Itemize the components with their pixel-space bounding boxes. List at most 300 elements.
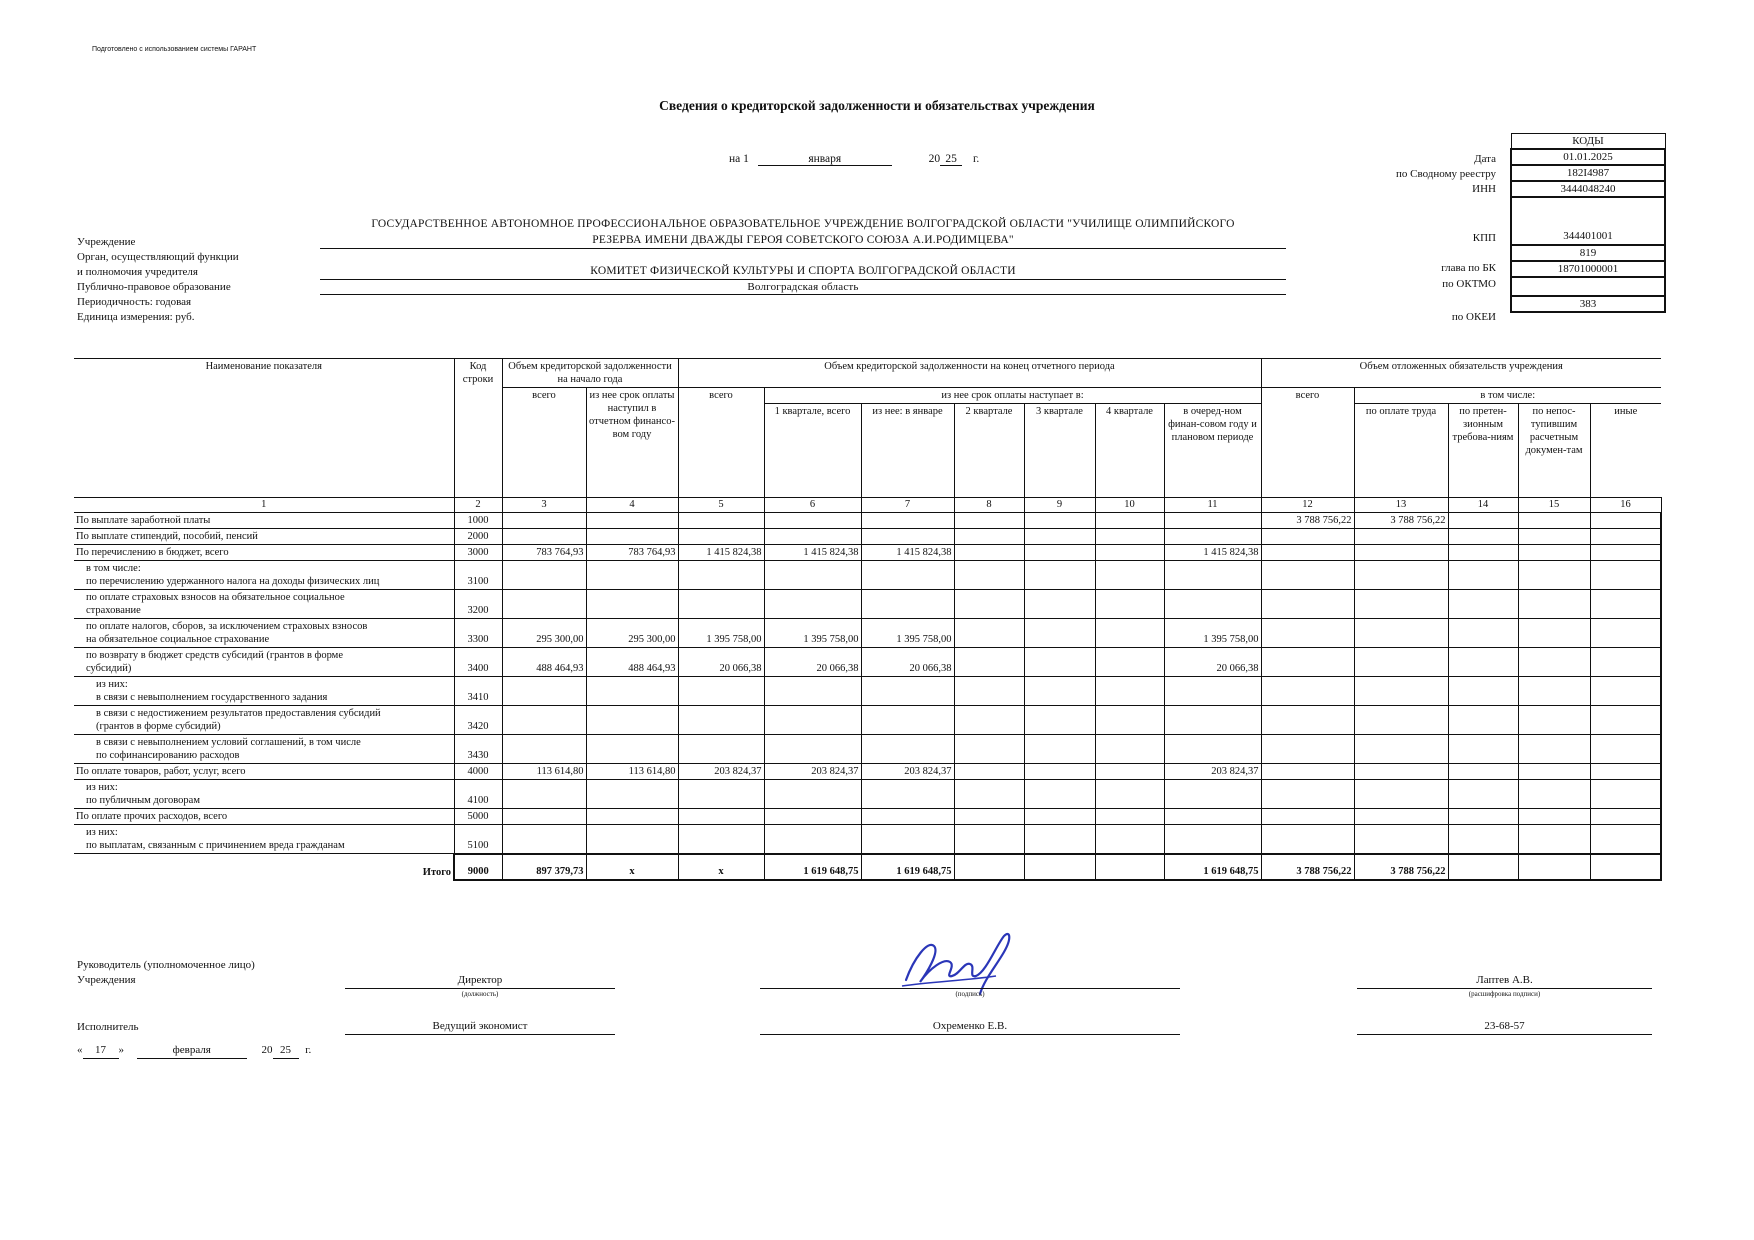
row-value (1448, 561, 1518, 590)
row-value (1448, 545, 1518, 561)
row-value (1518, 619, 1590, 648)
total-value (1024, 854, 1095, 880)
row-code: 3410 (454, 677, 502, 706)
row-value (1095, 619, 1164, 648)
row-value (764, 780, 861, 809)
row-value (1024, 513, 1095, 529)
garant-note: Подготовлено с использованием системы ГАРАНТ (92, 46, 257, 53)
row-value (861, 735, 954, 764)
periodicity: Периодичность: годовая (77, 296, 192, 308)
th-q3: 3 квартале (1024, 404, 1095, 498)
row-value (954, 809, 1024, 825)
row-value (1354, 764, 1448, 780)
row-value (1590, 677, 1661, 706)
row-value (1518, 780, 1590, 809)
row-value (1261, 706, 1354, 735)
row-name: из них: по выплатам, связанным с причинением вреда гражданам (74, 825, 454, 854)
row-value (954, 735, 1024, 764)
row-value (1590, 648, 1661, 677)
head-label-2: Учреждения (77, 974, 136, 986)
th-name: Наименование показателя (74, 359, 454, 498)
row-value (1590, 590, 1661, 619)
date-close-quote: » (118, 1044, 124, 1056)
table-row (74, 780, 1661, 809)
row-code: 4100 (454, 780, 502, 809)
code-label-oktmo: по ОКТМО (1442, 278, 1496, 290)
row-value (502, 706, 586, 735)
row-value (1590, 735, 1661, 764)
th-begin-due: из нее срок оплаты наступил в отчетном финансо-вом году (586, 388, 678, 498)
row-value (861, 590, 954, 619)
row-value (1095, 706, 1164, 735)
total-value: 1 619 648,75 (1164, 854, 1261, 880)
row-value (1095, 825, 1164, 854)
row-value (1164, 677, 1261, 706)
row-value: 1 395 758,00 (861, 619, 954, 648)
row-value (1448, 513, 1518, 529)
row-value (1354, 825, 1448, 854)
row-value: 20 066,38 (1164, 648, 1261, 677)
row-value: 113 614,80 (586, 764, 678, 780)
th-next: в очеред-ном финан-совом году и плановом периоде (1164, 404, 1261, 498)
date-open-quote: « (77, 1044, 83, 1056)
table-row (74, 677, 1661, 706)
row-value: 295 300,00 (586, 619, 678, 648)
row-value (954, 545, 1024, 561)
row-value (1095, 561, 1164, 590)
executor-name: Охременко Е.В. (932, 1020, 1008, 1032)
row-value (1518, 648, 1590, 677)
date-prefix: на 1 (729, 153, 749, 165)
row-value: 295 300,00 (502, 619, 586, 648)
executor-label: Исполнитель (77, 1021, 139, 1033)
row-value (1261, 825, 1354, 854)
row-value: 1 415 824,38 (861, 545, 954, 561)
row-value: 113 614,80 (502, 764, 586, 780)
row-value (1095, 780, 1164, 809)
total-value: 1 619 648,75 (764, 854, 861, 880)
founder-label-2: и полномочия учредителя (77, 266, 198, 278)
row-value (1518, 545, 1590, 561)
row-value (861, 529, 954, 545)
total-value: 3 788 756,22 (1354, 854, 1448, 880)
row-value (1448, 529, 1518, 545)
row-value: 1 415 824,38 (764, 545, 861, 561)
row-value (586, 561, 678, 590)
code-label-kpp: КПП (1472, 232, 1496, 244)
th-def-docs: по непос-тупившим расчетным докумен-там (1518, 404, 1590, 498)
row-value (1095, 545, 1164, 561)
report-date-suffix: г. (973, 153, 980, 165)
row-name: По оплате прочих расходов, всего (74, 809, 454, 825)
row-value (1095, 809, 1164, 825)
column-number: 7 (861, 498, 954, 513)
row-value (586, 529, 678, 545)
column-number: 2 (454, 498, 502, 513)
row-value (954, 677, 1024, 706)
document-title: Сведения о кредиторской задолженности и обязательствах учреждения (659, 98, 1095, 113)
row-value (1590, 780, 1661, 809)
row-value (1164, 706, 1261, 735)
total-value (1518, 854, 1590, 880)
total-label: Итого (422, 866, 451, 878)
th-def-other: иные (1590, 404, 1661, 498)
row-value (1518, 735, 1590, 764)
table-row (74, 545, 1661, 561)
code-label-bk: глава по БК (1441, 262, 1496, 274)
table-row (74, 825, 1661, 854)
row-value (1024, 780, 1095, 809)
row-value (1448, 735, 1518, 764)
row-value (1095, 677, 1164, 706)
code-date: 01.01.2025 (1511, 149, 1665, 165)
row-code: 3100 (454, 561, 502, 590)
row-value (1354, 677, 1448, 706)
row-value (678, 590, 764, 619)
row-value (1590, 706, 1661, 735)
row-value (861, 809, 954, 825)
total-value: x (586, 854, 678, 880)
executor-position-line (345, 1034, 615, 1035)
row-value (678, 825, 764, 854)
row-value (1448, 706, 1518, 735)
total-value: 1 619 648,75 (861, 854, 954, 880)
th-deferred-group: Объем отложенных обязательств учреждения (1261, 359, 1661, 388)
row-value (678, 780, 764, 809)
head-label-1: Руководитель (уполномоченное лицо) (77, 959, 255, 971)
row-value (678, 561, 764, 590)
row-value (1590, 825, 1661, 854)
row-value (1261, 764, 1354, 780)
row-value (1354, 780, 1448, 809)
head-name: Лаптев А.В. (1476, 974, 1533, 986)
row-value (954, 529, 1024, 545)
row-value (954, 706, 1024, 735)
row-value (502, 677, 586, 706)
row-value (502, 513, 586, 529)
institution-name-line-2: РЕЗЕРВА ИМЕНИ ДВАЖДЫ ГЕРОЯ СОВЕТСКОГО СОЮЗА А.И.РОДИМЦЕВА" (592, 234, 1014, 246)
row-value: 20 066,38 (678, 648, 764, 677)
ppo-label: Публично-правовое образование (77, 281, 231, 293)
column-number: 9 (1024, 498, 1095, 513)
row-value (1354, 545, 1448, 561)
row-code: 3000 (454, 545, 502, 561)
row-value (586, 780, 678, 809)
code-label-registry: по Сводному реестру (1396, 168, 1496, 180)
row-value (1518, 677, 1590, 706)
row-value: 3 788 756,22 (1354, 513, 1448, 529)
row-value (502, 809, 586, 825)
row-value (764, 590, 861, 619)
row-value (586, 825, 678, 854)
code-inn: 3444048240 (1511, 181, 1665, 197)
row-name: по оплате страховых взносов на обязательное социальное страхование (74, 590, 454, 619)
report-date-line (729, 153, 979, 166)
column-number: 15 (1518, 498, 1590, 513)
row-value (502, 561, 586, 590)
code-label-okei: по ОКЕИ (1451, 311, 1496, 323)
row-value (1261, 529, 1354, 545)
row-name: По выплате стипендий, пособий, пенсий (74, 529, 454, 545)
codes-box (1510, 133, 1666, 313)
row-value (502, 735, 586, 764)
row-value: 1 415 824,38 (1164, 545, 1261, 561)
signature-caption: (подпись) (955, 990, 985, 998)
row-value (1261, 677, 1354, 706)
total-value (1448, 854, 1518, 880)
code-bk: 819 (1511, 245, 1665, 261)
row-value (678, 706, 764, 735)
row-value (1024, 809, 1095, 825)
table-row (74, 619, 1661, 648)
executor-position: Ведущий экономист (432, 1020, 528, 1032)
signing-month: февраля (137, 1043, 247, 1059)
row-value (861, 677, 954, 706)
row-value (764, 735, 861, 764)
row-value (1024, 561, 1095, 590)
row-value (586, 590, 678, 619)
row-value: 1 395 758,00 (678, 619, 764, 648)
codes-header: КОДЫ (1511, 134, 1665, 150)
row-value (1354, 619, 1448, 648)
row-value (764, 513, 861, 529)
row-value (1261, 735, 1354, 764)
row-value (1590, 513, 1661, 529)
row-value (1261, 561, 1354, 590)
row-value (1261, 809, 1354, 825)
row-value (1261, 619, 1354, 648)
column-number: 6 (764, 498, 861, 513)
report-year-prefix: 20 (928, 153, 941, 165)
table-row (74, 764, 1661, 780)
row-value (1518, 809, 1590, 825)
row-value (1024, 825, 1095, 854)
row-value (1518, 590, 1590, 619)
name-caption: (расшифровка подписи) (1468, 990, 1541, 998)
row-value (954, 619, 1024, 648)
row-value (586, 677, 678, 706)
code-label-date: Дата (1474, 153, 1496, 165)
row-value: 488 464,93 (586, 648, 678, 677)
row-value (861, 825, 954, 854)
row-value (1024, 619, 1095, 648)
row-value (1590, 545, 1661, 561)
row-code: 3300 (454, 619, 502, 648)
column-number: 13 (1354, 498, 1448, 513)
row-value (1354, 648, 1448, 677)
row-value: 203 824,37 (764, 764, 861, 780)
head-position-line (345, 988, 615, 989)
row-value (1518, 764, 1590, 780)
row-value (1164, 590, 1261, 619)
row-value (1448, 764, 1518, 780)
row-value (502, 780, 586, 809)
table-row (74, 809, 1661, 825)
row-value (861, 706, 954, 735)
row-value: 203 824,37 (678, 764, 764, 780)
head-position: Директор (457, 974, 503, 986)
th-q1-jan: из нее: в январе (861, 404, 954, 498)
row-value (954, 513, 1024, 529)
table-row (74, 590, 1661, 619)
column-number: 10 (1095, 498, 1164, 513)
row-value (1354, 706, 1448, 735)
row-value (586, 809, 678, 825)
table-row (74, 513, 1661, 529)
table-row (74, 529, 1661, 545)
row-value: 20 066,38 (764, 648, 861, 677)
row-value (1261, 648, 1354, 677)
row-value (1024, 735, 1095, 764)
row-value: 20 066,38 (861, 648, 954, 677)
row-value (954, 825, 1024, 854)
unit-label: Единица измерения: руб. (77, 311, 195, 323)
institution-underline (320, 248, 1286, 249)
row-value: 783 764,93 (502, 545, 586, 561)
total-value: 897 379,73 (502, 854, 586, 880)
row-code: 2000 (454, 529, 502, 545)
row-name: в связи с невыполнением условий соглашений, в том числе по софинансированию расходов (74, 735, 454, 764)
position-caption: (должность) (461, 990, 499, 998)
row-value (1024, 764, 1095, 780)
row-value (1024, 648, 1095, 677)
founder-name: КОМИТЕТ ФИЗИЧЕСКОЙ КУЛЬТУРЫ И СПОРТА ВОЛГОГРАДСКОЙ ОБЛАСТИ (590, 265, 1016, 277)
row-value: 203 824,37 (1164, 764, 1261, 780)
row-value (1518, 561, 1590, 590)
row-value (678, 513, 764, 529)
th-begin-group: Объем кредиторской задолженности на начало года (502, 359, 678, 388)
table-row (74, 735, 1661, 764)
row-value (1095, 590, 1164, 619)
column-number: 14 (1448, 498, 1518, 513)
column-number: 5 (678, 498, 764, 513)
row-value (502, 590, 586, 619)
row-value (954, 561, 1024, 590)
row-value (861, 780, 954, 809)
row-value (678, 735, 764, 764)
row-value (764, 677, 861, 706)
row-value: 1 395 758,00 (1164, 619, 1261, 648)
row-name: в связи с недостижением результатов предоставления субсидий (грантов в форме субсидий) (74, 706, 454, 735)
row-value (1261, 780, 1354, 809)
th-def-claims: по претен-зионным требова-ниям (1448, 404, 1518, 498)
row-value (1024, 706, 1095, 735)
column-number: 16 (1590, 498, 1661, 513)
row-value (1261, 590, 1354, 619)
row-value (1261, 545, 1354, 561)
row-name: по оплате налогов, сборов, за исключением страховых взносов на обязательное социальное страхование (74, 619, 454, 648)
row-value (1448, 590, 1518, 619)
th-q2: 2 квартале (954, 404, 1024, 498)
total-value (1095, 854, 1164, 880)
total-row (74, 854, 1661, 880)
row-value (1590, 809, 1661, 825)
row-value (678, 529, 764, 545)
code-registry: 182I4987 (1511, 165, 1665, 181)
report-year: 25 (940, 153, 962, 166)
row-value (861, 561, 954, 590)
column-number: 4 (586, 498, 678, 513)
row-code: 4000 (454, 764, 502, 780)
row-code: 3200 (454, 590, 502, 619)
row-value (1024, 545, 1095, 561)
row-value (1164, 513, 1261, 529)
row-value (1518, 825, 1590, 854)
row-value (1024, 590, 1095, 619)
row-code: 5100 (454, 825, 502, 854)
th-q1-total: 1 квартале, всего (764, 404, 861, 498)
row-value (1354, 561, 1448, 590)
row-value (1354, 529, 1448, 545)
row-value: 488 464,93 (502, 648, 586, 677)
row-name: по возврату в бюджет средств субсидий (грантов в форме субсидий) (74, 648, 454, 677)
signing-date-suffix: г. (305, 1044, 312, 1056)
head-name-line (1357, 988, 1652, 989)
row-value: 1 395 758,00 (764, 619, 861, 648)
th-q4: 4 квартале (1095, 404, 1164, 498)
signing-date (77, 1043, 311, 1059)
th-end-group: Объем кредиторской задолженности на конец отчетного периода (678, 359, 1261, 388)
row-value (586, 706, 678, 735)
th-code: Код строки (454, 359, 502, 498)
row-value (1164, 825, 1261, 854)
row-value (1095, 529, 1164, 545)
row-value (861, 513, 954, 529)
row-value: 3 788 756,22 (1261, 513, 1354, 529)
code-label-inn: ИНН (1472, 183, 1496, 195)
row-value (1590, 561, 1661, 590)
total-value (954, 854, 1024, 880)
row-value (954, 590, 1024, 619)
row-code: 3420 (454, 706, 502, 735)
row-code: 5000 (454, 809, 502, 825)
row-value (764, 809, 861, 825)
row-value (1095, 513, 1164, 529)
code-oktmo: 18701000001 (1511, 261, 1665, 277)
row-value (502, 825, 586, 854)
executor-phone: 23-68-57 (1484, 1020, 1525, 1032)
row-value (1518, 706, 1590, 735)
row-value (1448, 677, 1518, 706)
row-value (1164, 735, 1261, 764)
row-value (678, 809, 764, 825)
row-value (1518, 529, 1590, 545)
column-number: 12 (1261, 498, 1354, 513)
th-def-total: всего (1261, 388, 1354, 498)
row-value (1590, 619, 1661, 648)
row-value: 783 764,93 (586, 545, 678, 561)
th-begin-total: всего (502, 388, 586, 498)
column-numbers-row (74, 498, 1661, 513)
column-number: 3 (502, 498, 586, 513)
row-name: из них: по публичным договорам (74, 780, 454, 809)
row-code: 3400 (454, 648, 502, 677)
row-value (678, 677, 764, 706)
founder-label-1: Орган, осуществляющий функции (77, 251, 239, 263)
row-value (1354, 590, 1448, 619)
row-value (502, 529, 586, 545)
row-value (1590, 529, 1661, 545)
row-name: По оплате товаров, работ, услуг, всего (74, 764, 454, 780)
row-value (1518, 513, 1590, 529)
row-value (1095, 764, 1164, 780)
row-value (1164, 809, 1261, 825)
th-end-due-group: из нее срок оплаты наступает в: (764, 388, 1261, 404)
creditor-debt-table (74, 358, 1662, 881)
total-value: x (678, 854, 764, 880)
row-value (1448, 648, 1518, 677)
row-name: По перечислению в бюджет, всего (74, 545, 454, 561)
